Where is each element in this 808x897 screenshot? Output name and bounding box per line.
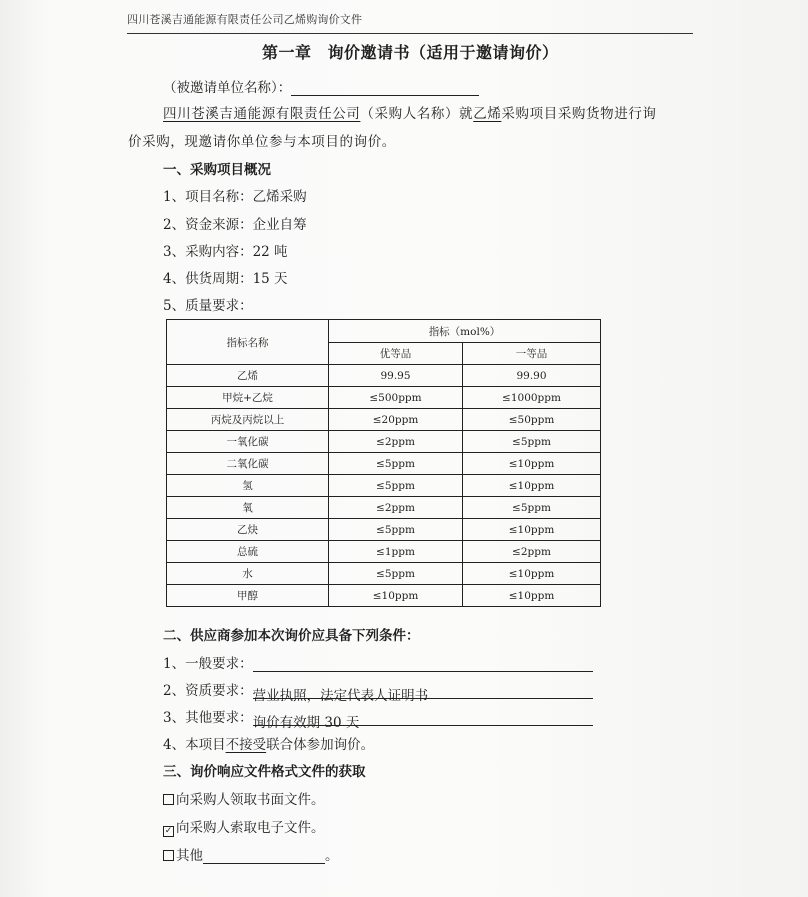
spec-first-value: ≤10ppm [463,453,601,475]
option-electronic-file [163,816,325,837]
option-electronic-file-label: 向采购人索取电子文件。 [176,820,325,836]
spec-item-name: 氧 [167,497,329,519]
option-other [163,844,339,864]
spec-premium-value: ≤5ppm [329,519,463,541]
intro-line-2: 价采购，现邀请你单位参与本项目的询价。 [128,134,396,150]
spec-first-value: ≤5ppm [463,497,601,519]
intro-rest-1: 采购项目采购货物进行询 [501,106,657,122]
table-row [167,519,601,541]
purchaser-role: （采购人名称）就 [360,106,474,122]
other-requirement-line [163,706,593,731]
quality-requirement-item: 5、质量要求： [163,298,253,314]
chapter-name: 询价邀请书（适用于邀请询价） [327,43,559,62]
table-row [167,453,601,475]
product-name: 乙烯 [473,106,502,122]
table-row [167,431,601,453]
option-other-label: 其他 [176,848,203,864]
purchase-content-item: 3、采购内容：22 吨 [163,244,288,260]
table-row [167,497,601,519]
invitee-blank[interactable] [291,81,479,96]
other-requirement-value: 询价有效期 30 天 [252,715,360,731]
spec-item-name: 甲醇 [167,585,329,607]
spec-first-value: ≤10ppm [463,563,601,585]
fund-source-item: 2、资金来源：企业自筹 [163,217,307,233]
spec-first-value: ≤50ppm [463,409,601,431]
chapter-number: 第一章 [262,43,312,62]
other-blank[interactable] [203,849,325,864]
general-requirement-blank[interactable] [253,657,593,672]
spec-item-name: 丙烷及丙烷以上 [167,409,329,431]
other-requirement-field[interactable] [252,711,593,731]
running-header: 四川苍溪吉通能源有限责任公司乙烯购询价文件 [127,13,363,26]
intro-line-1 [163,102,657,122]
general-requirement-label: 1、一般要求： [163,656,253,672]
qualification-line [163,679,593,704]
project-name-item: 1、项目名称：乙烯采购 [163,189,307,205]
spec-first-value: ≤5ppm [463,431,601,453]
invitee-line [163,76,479,96]
option-other-end: 。 [325,848,339,864]
spec-premium-value: ≤20ppm [329,409,463,431]
spec-item-name: 总硫 [167,541,329,563]
consortium-suffix: 联合体参加询价。 [266,737,375,753]
table-row [167,585,601,607]
spec-item-name: 氢 [167,475,329,497]
spec-premium-value: ≤10ppm [329,585,463,607]
other-requirement-label: 3、其他要求： [163,710,253,726]
spec-premium-value: ≤5ppm [329,563,463,585]
spec-first-value: ≤2ppm [463,541,601,563]
chapter-title [262,40,559,63]
spec-grade-first-header: 一等品 [463,343,601,365]
general-requirement-line [163,652,593,672]
spec-premium-value: ≤2ppm [329,497,463,519]
spec-premium-value: ≤5ppm [329,453,463,475]
quality-spec-table [166,319,601,607]
consortium-line [163,733,374,753]
spec-group-header: 指标（mol%） [329,320,601,343]
spec-first-value: ≤10ppm [463,519,601,541]
spec-col-name-header: 指标名称 [167,320,329,365]
spec-first-value: ≤10ppm [463,475,601,497]
option-paper-file [163,788,325,808]
table-row [167,365,601,387]
consortium-flag: 不接受 [225,737,267,753]
table-row [167,409,601,431]
table-row [167,387,601,409]
invitee-label: （被邀请单位名称）： [163,80,292,96]
spec-first-value: ≤10ppm [463,585,601,607]
spec-item-name: 乙烯 [167,365,329,387]
spec-item-name: 二氧化碳 [167,453,329,475]
table-row [167,541,601,563]
paper-file-checkbox[interactable] [163,794,174,805]
table-row [167,563,601,585]
section1-heading: 一、采购项目概况 [163,162,271,178]
checkmark-icon: ✓ [164,826,173,836]
spec-premium-value: ≤500ppm [329,387,463,409]
spec-premium-value: 99.95 [329,365,463,387]
electronic-file-checkbox[interactable] [163,826,174,837]
qualification-label: 2、资质要求： [163,683,253,699]
spec-premium-value: ≤5ppm [329,475,463,497]
qualification-field[interactable] [252,684,593,704]
consortium-prefix: 4、本项目 [163,737,226,753]
section2-heading: 二、供应商参加本次询价应具备下列条件： [163,628,420,644]
spec-first-value: 99.90 [463,365,601,387]
spec-premium-value: ≤1ppm [329,541,463,563]
spec-first-value: ≤1000ppm [463,387,601,409]
qualification-value: 营业执照，法定代表人证明书 [252,688,429,704]
spec-item-name: 一氧化碳 [167,431,329,453]
other-checkbox[interactable] [163,850,174,861]
spec-item-name: 乙炔 [167,519,329,541]
supply-period-item: 4、供货周期：15 天 [163,271,288,287]
spec-premium-value: ≤2ppm [329,431,463,453]
table-row [167,475,601,497]
section3-heading: 三、询价响应文件格式文件的获取 [163,764,366,780]
header-divider [127,33,693,34]
spec-grade-premium-header: 优等品 [329,343,463,365]
purchaser-name: 四川苍溪吉通能源有限责任公司 [163,106,361,122]
option-paper-file-label: 向采购人领取书面文件。 [176,792,325,808]
spec-item-name: 水 [167,563,329,585]
spec-item-name: 甲烷+乙烷 [167,387,329,409]
